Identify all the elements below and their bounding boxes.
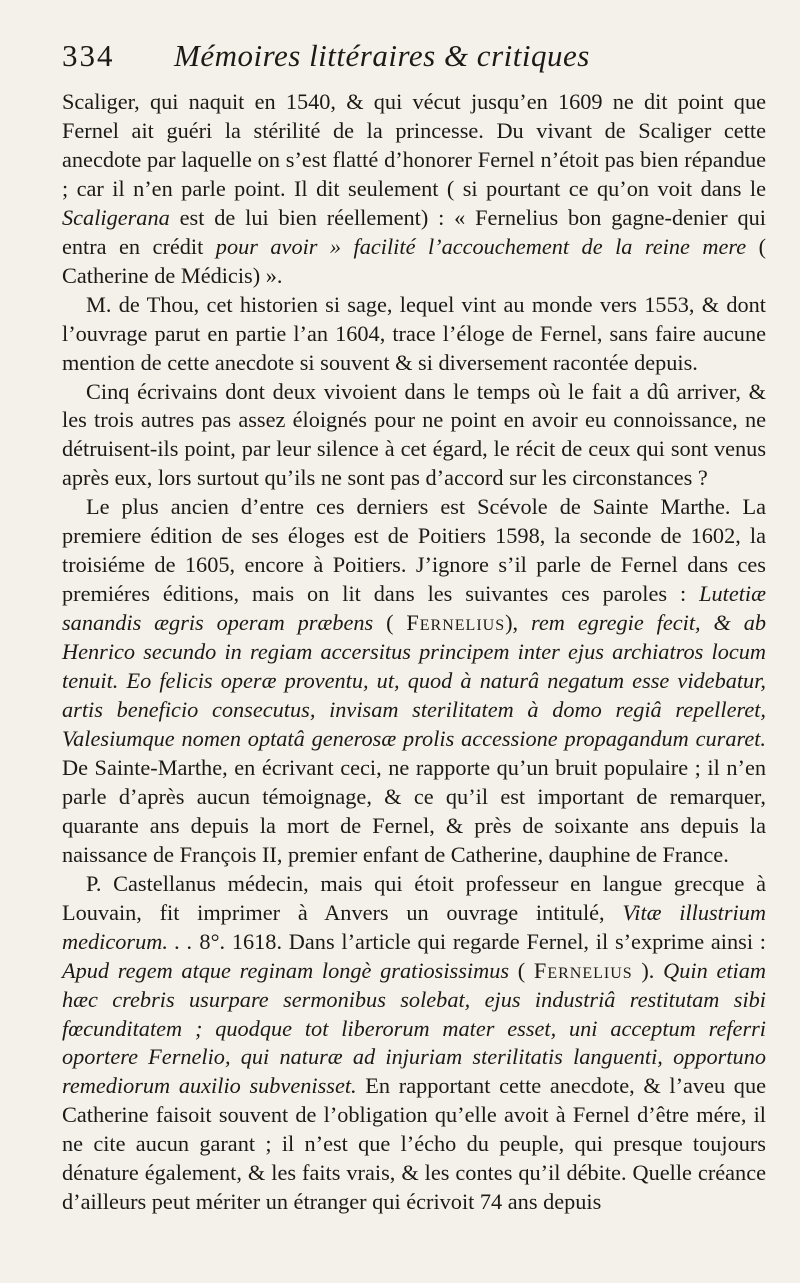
text-run: M. de Thou, cet historien si sage, lequel vint au monde vers 1553, & dont l’ouvrage parut en partie l’an 1604, trace l’éloge de Fernel, sans faire aucune mention de cette anecdote si souvent & si diversement racontée depuis. <box>62 291 766 375</box>
small-caps-name: Fernelius <box>406 610 506 636</box>
text-run: Scaliger, qui naquit en 1540, & qui vécut jusqu’en 1609 ne dit point que Fernel ait guéri la stérilité de la princesse. Du vivant de Scaliger cette anecdote par laquelle on s’est flatté d’honorer Fernel n’étoit pas bien répandue ; car il n’en parle point. Il dit seulement ( si pourtant ce qu’on voit dans le <box>62 89 766 201</box>
text-run: En rapportant cette anecdote, & l’aveu que Catherine faisoit souvent de l’obligation qu’elle avoit à Fernel d’être mére, il ne cite aucun garant ; il n’est que l’écho du peuple, qui presque toujours dénature également, & les faits vrais, & les contes qu’il débite. Quelle créance d’ailleurs peut mériter un étranger qui écrivoit 74 ans depuis <box>62 1073 766 1215</box>
paragraph <box>62 870 766 1217</box>
text-run: ), <box>505 610 531 636</box>
text-run: ). <box>632 957 664 983</box>
paragraph <box>62 291 766 378</box>
running-head: Mémoires littéraires & critiques <box>174 38 590 73</box>
text-run: 8°. 1618. Dans l’article qui regarde Fernel, il s’exprime ainsi : <box>192 928 766 954</box>
italic-text: Lutetiæ sanandis ægris operam præbens <box>62 581 766 636</box>
italic-text: Vitæ illustrium medicorum. . . <box>62 899 766 954</box>
paragraph <box>62 378 766 494</box>
text-run: est de lui bien réellement) : « Fernelius bon gagne-denier qui entra en crédit <box>62 204 766 259</box>
small-caps-name: Fernelius <box>533 957 633 983</box>
text-run: ( <box>509 957 534 983</box>
text-run: De Sainte-Marthe, en écrivant ceci, ne rapporte qu’un bruit populaire ; il n’en parle d’après aucun témoignage, & ce qu’il est important de remarquer, quarante ans depuis la mort de Fernel, & près de soixante ans depuis la naissance de François II, premier enfant de Catherine, dauphine de France. <box>62 754 766 867</box>
paragraph <box>62 493 766 869</box>
page-body <box>62 88 766 1217</box>
paragraph <box>62 88 766 291</box>
page-number: 334 <box>62 38 115 73</box>
text-run: Cinq écrivains dont deux vivoient dans le temps où le fait a dû arriver, & les trois autres pas assez éloignés pour ne point en avoir eu connoissance, ne détruisent-ils point, par leur silence à cet égard, le récit de ceux qui sont venus après eux, lors surtout qu’ils ne sont pas d’accord sur les circonstances ? <box>62 378 766 491</box>
text-run: Le plus ancien d’entre ces derniers est Scévole de Sainte Marthe. La premiere édition de ses éloges est de Poitiers 1598, la seconde de 1602, la troisiéme de 1605, encore à Poitiers. J’ignore s’il parle de Fernel dans ces premiéres éditions, mais on lit dans les suivantes ces paroles : <box>62 494 766 607</box>
italic-text: Scaligerana <box>62 204 170 230</box>
text-run: ( <box>373 610 407 636</box>
italic-text: Quin etiam hæc crebris usurpare sermonibus solebat, ejus industriâ restitutam sibi fœcunditatem ; quodque tot liberorum mater esset, uni acceptum referri oportere Fernelio, qui naturæ ad injuriam sterilitatis languenti, opportuno remediorum auxilio subvenisset. <box>62 957 766 1099</box>
text-run: ( Catherine de Médicis) ». <box>62 233 767 288</box>
page-header <box>62 38 766 86</box>
text-run: P. Castellanus médecin, mais qui étoit professeur en langue grecque à Louvain, fit imprimer à Anvers un ouvrage intitulé, <box>62 870 766 925</box>
italic-text: pour avoir » facilité l’accouchement de la reine mere <box>215 233 747 259</box>
italic-text: rem egregie fecit, & ab Henrico secundo in regiam accersitus principem inter ejus archiatros locum tenuit. Eo felicis operæ proventu, ut, quod à naturâ negatum esse videbatur, artis beneficio consecutus, invisam sterilitatem à domo regiâ repelleret, Valesiumque nomen optatâ generosæ prolis accessione propagandum curaret. <box>62 610 766 751</box>
italic-text: Apud regem atque reginam longè gratiosissimus <box>62 957 510 983</box>
